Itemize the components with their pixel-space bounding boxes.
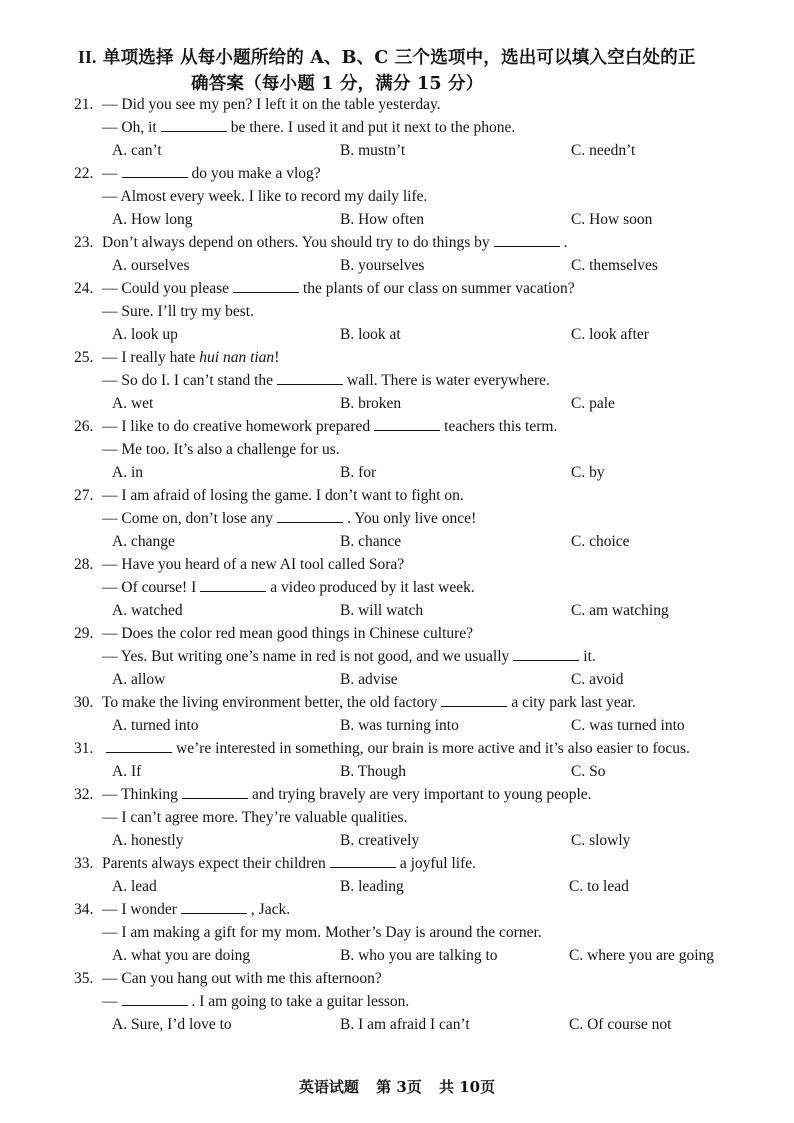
question-text: Parents always expect their children [102,855,326,872]
option-b[interactable]: B. broken [340,395,402,412]
question-text: , Jack. [250,901,291,918]
option-c[interactable]: C. where you are going [569,947,715,964]
answer-blank [513,646,579,661]
question-text: . I am going to take a guitar lesson. [191,993,410,1010]
question-27 [74,484,754,553]
option-c[interactable]: C. pale [571,395,615,412]
question-text: — Me too. It’s also a challenge for us. [102,441,340,458]
option-c[interactable]: C. am watching [571,602,669,619]
option-b[interactable]: B. chance [340,533,402,550]
option-b[interactable]: B. mustn’t [340,142,406,159]
footer-page-number: 第 3页 [376,1078,422,1096]
question-number: 33. [74,855,94,872]
question-24 [74,277,754,346]
question-text: — Sure. I’ll try my best. [102,303,254,320]
option-a[interactable]: A. wet [112,395,154,412]
question-text: . [563,234,568,251]
option-b[interactable]: B. was turning into [340,717,459,734]
question-text: — Almost every week. I like to record my daily life. [102,188,428,205]
section-instruction-line2: 确答案（每小题 1 分，满分 15 分） [191,74,484,94]
question-text: — Yes. But writing one’s name in red is not good, and we usually [102,648,510,665]
question-text: To make the living environment better, the old factory [102,694,438,711]
answer-blank [200,577,266,592]
question-text: be there. I used it and put it next to the phone. [230,119,516,136]
question-number: 21. [74,96,94,113]
question-number: 35. [74,970,94,987]
question-text: — So do I. I can’t stand the [102,372,274,389]
question-30 [74,691,754,737]
answer-blank [233,278,299,293]
question-text: — [102,165,118,182]
option-a[interactable]: A. change [112,533,175,550]
question-26 [74,415,754,484]
question-number: 24. [74,280,94,297]
question-text: a joyful life. [399,855,476,872]
option-c[interactable]: C. to lead [569,878,629,895]
answer-blank [106,738,172,753]
question-text: — [102,993,118,1010]
question-text: — Thinking [102,786,178,803]
answer-blank [122,163,188,178]
question-text: and trying bravely are very important to young people. [251,786,592,803]
option-a[interactable]: A. Sure, I’d love to [112,1016,232,1033]
section-number: II. [78,47,97,67]
question-number: 32. [74,786,94,803]
question-text-italic: hui nan tian [199,349,275,366]
question-text: — I really hate [102,349,196,366]
option-a[interactable]: A. look up [112,326,178,343]
question-34 [74,898,754,967]
question-text: the plants of our class on summer vacation? [303,280,575,297]
question-number: 28. [74,556,94,573]
option-b[interactable]: B. Though [340,763,407,780]
question-text: — Does the color red mean good things in Chinese culture? [102,625,474,642]
question-text: — Can you hang out with me this afternoon? [102,970,382,987]
option-c[interactable]: C. choice [571,533,630,550]
question-text: . You only live once! [347,510,477,527]
option-b[interactable]: B. look at [340,326,401,343]
option-a[interactable]: A. allow [112,671,166,688]
question-text: it. [583,648,596,665]
question-text: — I like to do creative homework prepared [102,418,371,435]
section-heading-label: 单项选择 [102,48,174,68]
question-number: 26. [74,418,94,435]
question-text: teachers this term. [444,418,558,435]
footer-total-pages: 共 10页 [439,1078,496,1096]
question-text: Don’t always depend on others. You should try to do things by [102,234,490,251]
answer-blank [182,784,248,799]
option-a[interactable]: A. in [112,464,143,481]
section-instruction-line1: 从每小题所给的 A、B、C 三个选项中，选出可以填入空白处的正 [180,48,696,68]
question-number: 23. [74,234,94,251]
option-b[interactable]: B. leading [340,878,404,895]
question-31 [74,737,754,783]
answer-blank [441,692,507,707]
answer-blank [277,508,343,523]
option-c[interactable]: C. needn’t [571,142,636,159]
question-number: 29. [74,625,94,642]
option-a[interactable]: A. turned into [112,717,199,734]
question-text: do you make a vlog? [191,165,321,182]
option-a[interactable]: A. watched [112,602,183,619]
option-a[interactable]: A. If [112,763,142,780]
answer-blank [494,232,560,247]
question-text: we’re interested in something, our brain is more active and it’s also easier to focus. [176,740,690,757]
option-c[interactable]: C. themselves [571,257,658,274]
question-21 [74,93,754,162]
question-text: — I can’t agree more. They’re valuable qualities. [102,809,408,826]
option-b[interactable]: B. advise [340,671,398,688]
answer-blank [122,991,188,1006]
option-a[interactable]: A. what you are doing [112,947,251,964]
question-28 [74,553,754,622]
option-b[interactable]: B. for [340,464,377,481]
option-c[interactable]: C. How soon [571,211,653,228]
question-number: 27. [74,487,94,504]
question-23 [74,231,754,277]
question-text: — Of course! I [102,579,197,596]
option-a[interactable]: A. can’t [112,142,162,159]
question-text: wall. There is water everywhere. [347,372,550,389]
option-a[interactable]: A. ourselves [112,257,190,274]
question-text: — I am afraid of losing the game. I don’t want to fight on. [102,487,464,504]
question-35 [74,967,754,1036]
option-c[interactable]: C. was turned into [571,717,685,734]
option-c[interactable]: C. avoid [571,671,624,688]
question-text: — I wonder [102,901,177,918]
question-32 [74,783,754,852]
question-text: — Come on, don’t lose any [102,510,274,527]
option-c[interactable]: C. Of course not [569,1016,672,1033]
question-text: ! [274,349,280,366]
question-number: 25. [74,349,94,366]
answer-blank [374,416,440,431]
option-c[interactable]: C. So [571,763,606,780]
option-b[interactable]: B. yourselves [340,257,425,274]
section-heading [78,44,738,97]
footer-subject: 英语试题 [298,1078,359,1096]
answer-blank [277,370,343,385]
question-list [74,93,754,1036]
option-a[interactable]: A. lead [112,878,157,895]
option-a[interactable]: A. honestly [112,832,184,849]
question-text: — Oh, it [102,119,157,136]
question-number: 22. [74,165,94,182]
question-text: — Have you heard of a new AI tool called Sora? [102,556,405,573]
option-c[interactable]: C. slowly [571,832,631,849]
option-b[interactable]: B. who you are talking to [340,947,498,964]
question-text: — Did you see my pen? I left it on the table yesterday. [102,96,441,113]
option-b[interactable]: B. will watch [340,602,424,619]
option-c[interactable]: C. by [571,464,605,481]
option-a[interactable]: A. How long [112,211,193,228]
question-29 [74,622,754,691]
answer-blank [161,117,227,132]
question-text: — I am making a gift for my mom. Mother’s Day is around the corner. [102,924,542,941]
page-footer [0,1076,794,1097]
question-number: 34. [74,901,94,918]
question-text: — Could you please [102,280,229,297]
question-33 [74,852,754,898]
question-25 [74,346,754,415]
question-22 [74,162,754,231]
question-text: a city park last year. [511,694,636,711]
question-text: a video produced by it last week. [270,579,475,596]
question-number: 30. [74,694,94,711]
answer-blank [181,899,247,914]
option-b[interactable]: B. I am afraid I can’t [340,1016,470,1033]
question-number: 31. [74,740,94,757]
option-c[interactable]: C. look after [571,326,649,343]
answer-blank [330,853,396,868]
option-b[interactable]: B. How often [340,211,424,228]
option-b[interactable]: B. creatively [340,832,420,849]
